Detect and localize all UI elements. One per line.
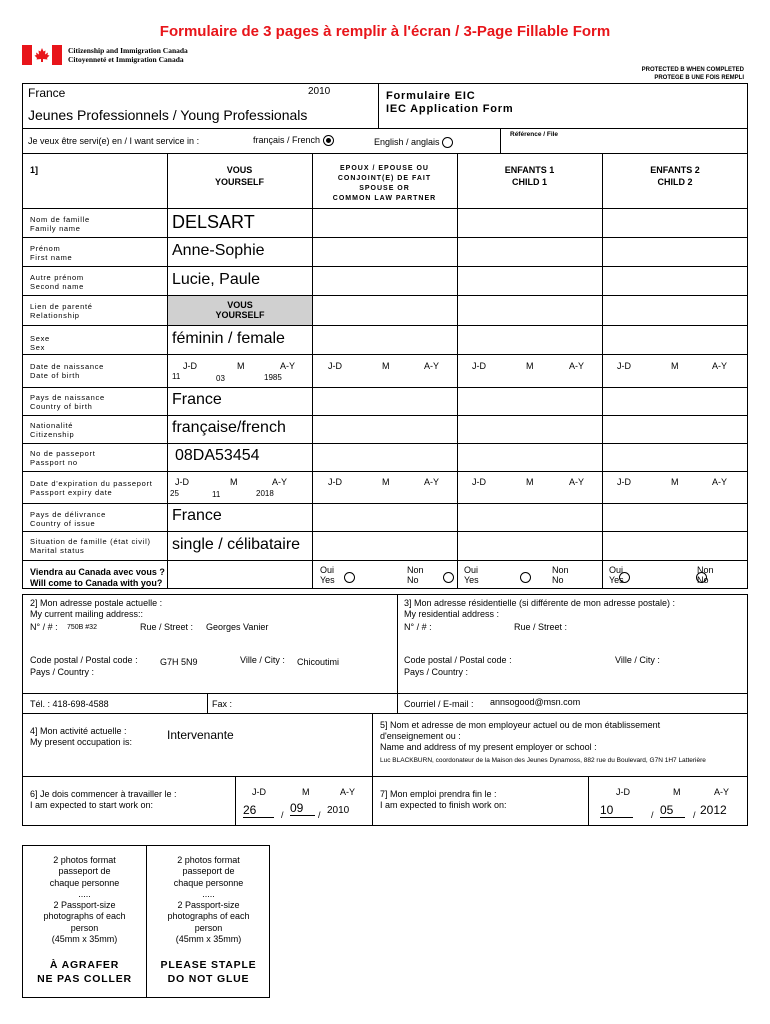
first-name-label: Prénom First name: [30, 244, 73, 262]
col-yourself: VOUS YOURSELF: [214, 165, 264, 187]
mailing-no-label: N° / # :: [30, 622, 58, 632]
finish-day-label: J-D: [616, 787, 630, 797]
department-fr: Citoyenneté et Immigration Canada: [68, 55, 184, 64]
child1-yes-label: Oui Yes: [464, 565, 479, 585]
start-day-text: 26: [243, 803, 274, 818]
spouse-dob-year-label: A-Y: [424, 361, 440, 371]
mailing-street-label: Rue / Street :: [140, 622, 194, 632]
family-name-value[interactable]: DELSART: [172, 212, 255, 232]
spouse-dob-day-label: J-D: [328, 361, 342, 371]
child1-expiry-day-label: J-D: [472, 477, 486, 487]
passport-value[interactable]: 08DA53454: [175, 447, 260, 464]
expiry-month-label: M: [230, 477, 238, 487]
finish-sep-1: /: [651, 810, 654, 820]
department-name: [68, 46, 188, 64]
protected-fr: PROTEGE B UNE FOIS REMPLI: [654, 75, 744, 81]
child1-expiry-year-label: A-Y: [569, 477, 585, 487]
protected-en: PROTECTED B WHEN COMPLETED: [641, 67, 744, 73]
expiry-month-value[interactable]: 11: [212, 490, 221, 499]
option-french[interactable]: [253, 135, 334, 146]
mailing-postal-value[interactable]: G7H 5N9: [160, 657, 198, 667]
col-child1: ENFANTS 1 CHILD 1: [504, 165, 555, 187]
finish-day-text: 10: [600, 803, 633, 818]
start-sep-2: /: [318, 810, 321, 820]
form-title: Formulaire EIC: [386, 90, 476, 102]
child2-expiry-year-label: A-Y: [712, 477, 728, 487]
option-english[interactable]: [374, 137, 453, 148]
option-english-label: English / anglais: [374, 137, 440, 147]
mailing-city-label: Ville / City :: [240, 655, 285, 665]
start-month-value[interactable]: [290, 801, 315, 815]
radio-french-selected[interactable]: [323, 135, 334, 146]
start-year-label: A-Y: [340, 787, 356, 797]
staple-fr: À AGRAFER NE PAS COLLER: [37, 959, 132, 985]
canada-flag-icon: [22, 45, 62, 65]
citizenship-label: Nationalité Citizenship: [30, 421, 75, 439]
finish-year-value[interactable]: 2012: [700, 803, 727, 817]
citizenship-value[interactable]: française/french: [172, 419, 286, 436]
mailing-no-value[interactable]: 750B #32: [67, 624, 97, 631]
section-1-number: 1]: [30, 165, 39, 175]
start-day-value[interactable]: [243, 803, 281, 817]
section-4-title: 4] Mon activité actuelle : My present occupation is:: [30, 726, 133, 747]
come-label: Viendra au Canada avec vous ? Will come to Canada with you?: [30, 567, 165, 588]
dob-year-label: A-Y: [280, 361, 296, 371]
child1-no-label: Non No: [552, 565, 569, 585]
child1-dob-day-label: J-D: [472, 361, 486, 371]
email-value[interactable]: annsogood@msn.com: [490, 697, 581, 707]
section-5-title: 5] Nom et adresse de mon employeur actuel ou de mon établissement d'enseignement ou : Name and address of my present employer or school :: [380, 720, 661, 752]
child1-dob-month-label: M: [526, 361, 534, 371]
option-french-label: français / French: [253, 135, 321, 145]
program-field[interactable]: Jeunes Professionnels / Young Professionals: [28, 107, 308, 123]
dob-month-value[interactable]: 03: [216, 374, 225, 383]
staple-en: PLEASE STAPLE DO NOT GLUE: [160, 959, 257, 985]
year-field[interactable]: 2010: [308, 86, 331, 97]
start-sep-1: /: [281, 810, 284, 820]
employer-value[interactable]: Luc BLACKBURN, coordonateur de la Maison des Jeunes Dynamoss, 882 rue du Boulevard, G7N 1H7 Latterière: [380, 757, 706, 764]
sex-label: Sexe Sex: [30, 334, 50, 352]
sex-value[interactable]: féminin / female: [172, 330, 285, 347]
passport-label: No de passeport Passport no: [30, 449, 96, 467]
finish-month-label: M: [673, 787, 681, 797]
dob-label: Date de naissance Date of birth: [30, 362, 105, 380]
radio-english[interactable]: [442, 137, 453, 148]
spouse-no-label: Non No: [407, 565, 424, 585]
birth-country-label: Pays de naissance Country of birth: [30, 393, 105, 411]
first-name-value[interactable]: Anne-Sophie: [172, 242, 265, 259]
section-1: [22, 153, 748, 589]
expiry-year-value[interactable]: 2018: [256, 489, 274, 498]
residential-street-label: Rue / Street :: [514, 622, 568, 632]
finish-day-value[interactable]: [600, 803, 633, 817]
expiry-label: Date d'expiration du passeport Passport expiry date: [30, 479, 153, 497]
start-day-label: J-D: [252, 787, 266, 797]
department-en: Citizenship and Immigration Canada: [68, 46, 188, 55]
service-label: Je veux être servi(e) en / I want service in :: [28, 136, 200, 146]
child1-dob-year-label: A-Y: [569, 361, 585, 371]
spouse-expiry-month-label: M: [382, 477, 390, 487]
relationship-label: Lien de parenté Relationship: [30, 302, 93, 320]
occupation-value[interactable]: Intervenante: [167, 728, 234, 742]
residential-no-label: N° / # :: [404, 622, 432, 632]
residential-country-label: Pays / Country :: [404, 667, 469, 677]
dob-year-value[interactable]: 1985: [264, 373, 282, 382]
tel-label: Tél. :: [30, 699, 51, 709]
section-6-title: 6] Je dois commencer à travailler le : I am expected to start work on:: [30, 789, 177, 810]
finish-sep-2: /: [693, 810, 696, 820]
finish-year-label: A-Y: [714, 787, 730, 797]
page-title: Formulaire de 3 pages à remplir à l'écran / 3-Page Fillable Form: [159, 23, 611, 40]
start-month-text: 09: [290, 801, 315, 816]
email-label: Courriel / E-mail :: [404, 699, 474, 709]
dob-day-label: J-D: [183, 361, 197, 371]
finish-month-text: 05: [660, 803, 685, 818]
section-7-title: 7] Mon emploi prendra fin le : I am expected to finish work on:: [380, 789, 507, 810]
child2-dob-month-label: M: [671, 361, 679, 371]
finish-month-value[interactable]: [660, 803, 685, 817]
marital-label: Situation de famille (état civil) Marital status: [30, 537, 151, 555]
protected-notice: [642, 66, 744, 82]
expiry-day-label: J-D: [175, 477, 189, 487]
child2-no-label: Non No: [697, 565, 714, 585]
family-name-label: Nom de famille Family name: [30, 215, 90, 233]
relationship-value: VOUS YOURSELF: [215, 300, 265, 320]
col-child2: ENFANTS 2 CHILD 2: [650, 165, 700, 187]
marital-value[interactable]: single / célibataire: [172, 536, 301, 553]
dob-month-label: M: [237, 361, 245, 371]
expiry-day-value[interactable]: 25: [170, 489, 179, 498]
form-subtitle: IEC Application Form: [386, 103, 514, 115]
residential-postal-label: Code postal / Postal code :: [404, 655, 512, 665]
start-month-label: M: [302, 787, 310, 797]
mailing-country-label: Pays / Country :: [30, 667, 95, 677]
issue-country-label: Pays de délivrance Country of issue: [30, 510, 106, 528]
tel-value: 418-698-4588: [52, 699, 109, 709]
spouse-expiry-day-label: J-D: [328, 477, 342, 487]
expiry-year-label: A-Y: [272, 477, 288, 487]
fax-label: Fax :: [212, 699, 233, 709]
issue-country-value[interactable]: France: [172, 507, 222, 524]
photos-text-fr: 2 photos format passeport de chaque personne ..... 2 Passport-size photographs of each person (45mm x 35mm): [43, 855, 126, 945]
tel-field[interactable]: [30, 699, 109, 709]
birth-country-value[interactable]: France: [172, 391, 222, 408]
child1-expiry-month-label: M: [526, 477, 534, 487]
spouse-dob-month-label: M: [382, 361, 390, 371]
child2-dob-day-label: J-D: [617, 361, 631, 371]
reference-label: Référence / File: [510, 131, 559, 138]
child2-expiry-month-label: M: [671, 477, 679, 487]
spouse-yes-label: Oui Yes: [320, 565, 335, 585]
mailing-postal-label: Code postal / Postal code :: [30, 655, 138, 665]
col-spouse: EPOUX / EPOUSE OU CONJOINT(E) DE FAIT SPOUSE OR COMMON LAW PARTNER: [332, 165, 437, 202]
second-name-value[interactable]: Lucie, Paule: [172, 271, 261, 288]
second-name-label: Autre prénom Second name: [30, 273, 84, 291]
mailing-city-value[interactable]: Chicoutimi: [297, 657, 340, 667]
country-field[interactable]: France: [28, 86, 66, 100]
child2-expiry-day-label: J-D: [617, 477, 631, 487]
child2-dob-year-label: A-Y: [712, 361, 728, 371]
section-3-title: 3] Mon adresse résidentielle (si différente de mon adresse postale) : My residential address :: [404, 598, 675, 619]
start-year-value[interactable]: 2010: [327, 805, 350, 816]
dob-day-value[interactable]: 11: [172, 372, 181, 381]
mailing-street-value[interactable]: Georges Vanier: [206, 622, 269, 632]
photos-text-en: 2 photos format passeport de chaque personne ..... 2 Passport-size photographs of each person (45mm x 35mm): [167, 855, 250, 945]
spouse-expiry-year-label: A-Y: [424, 477, 440, 487]
child2-yes-label: Oui Yes: [609, 565, 624, 585]
section-2-title: 2] Mon adresse postale actuelle : My current mailing address::: [30, 598, 163, 619]
residential-city-label: Ville / City :: [615, 655, 660, 665]
